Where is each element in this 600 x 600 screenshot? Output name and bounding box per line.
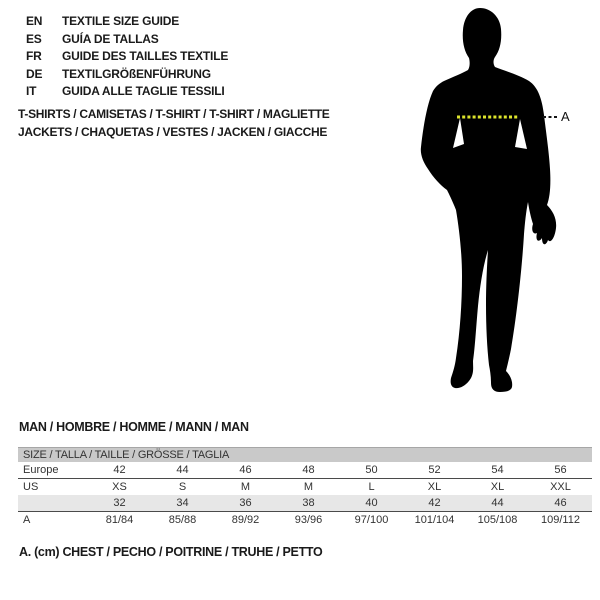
armpit-notch-left (453, 118, 464, 148)
table-row (18, 462, 592, 478)
size-cell: 85/88 (168, 514, 197, 526)
size-cell: 44 (491, 497, 504, 509)
lang-row (26, 13, 228, 31)
lang-label: TEXTILGRÖßENFÜHRUNG (62, 66, 211, 81)
language-list (26, 13, 228, 101)
size-cell: 46 (554, 497, 567, 509)
lang-row (26, 48, 228, 66)
armpit-notch-right (515, 119, 527, 149)
size-cell: XL (490, 481, 505, 493)
size-cell: 101/104 (414, 514, 455, 526)
size-cell: 44 (176, 464, 189, 476)
lang-code: FR (26, 49, 42, 63)
row-label: Europe (23, 464, 59, 476)
size-table-header: SIZE / TALLA / TAILLE / GRÖSSE / TAGLIA (18, 447, 592, 462)
size-table (18, 447, 592, 528)
size-cell: 52 (428, 464, 441, 476)
size-table-body (18, 462, 592, 528)
row-label: A (23, 514, 31, 526)
lang-label: TEXTILE SIZE GUIDE (62, 14, 180, 28)
table-row (18, 511, 592, 528)
size-cell: 93/96 (294, 514, 323, 526)
table-row (18, 495, 592, 511)
size-cell: XS (112, 481, 127, 493)
lang-code: ES (26, 31, 42, 46)
size-cell: 36 (239, 497, 252, 509)
man-silhouette-body (421, 8, 556, 392)
size-cell: 48 (302, 464, 315, 476)
row-label: US (23, 481, 39, 493)
size-cell: XXL (550, 481, 571, 493)
size-cell: 32 (113, 497, 126, 509)
lang-row (26, 83, 228, 101)
lang-code: EN (26, 14, 43, 28)
row-label (18, 495, 88, 511)
size-cell: L (368, 481, 375, 493)
category-line-tshirts: T-SHIRTS / CAMISETAS / T-SHIRT / T-SHIRT / MAGLIETTE (18, 107, 330, 121)
size-cell: M (303, 481, 314, 493)
lang-label: GUÍA DE TALLAS (62, 31, 159, 46)
lang-row (26, 66, 228, 84)
size-cell: M (240, 481, 251, 493)
size-cell: 42 (428, 497, 441, 509)
size-cell: 46 (239, 464, 252, 476)
footnote-chest: A. (cm) CHEST / PECHO / POITRINE / TRUHE / PETTO (19, 545, 323, 559)
size-cell: 54 (491, 464, 504, 476)
size-cell: 56 (554, 464, 567, 476)
lang-label: GUIDA ALLE TAGLIE TESSILI (62, 84, 225, 98)
category-lines (18, 106, 330, 141)
measure-label-a: A (561, 109, 570, 124)
size-cell: 89/92 (231, 514, 260, 526)
size-cell: 42 (113, 464, 126, 476)
lang-code: DE (26, 66, 43, 81)
size-cell: 50 (365, 464, 378, 476)
lang-code: IT (26, 84, 37, 98)
lang-row (26, 31, 228, 49)
size-cell: 105/108 (477, 514, 518, 526)
section-title-man: MAN / HOMBRE / HOMME / MANN / MAN (19, 420, 249, 434)
size-cell: S (178, 481, 187, 493)
table-row (18, 478, 592, 495)
size-cell: 81/84 (105, 514, 134, 526)
category-line-jackets: JACKETS / CHAQUETAS / VESTES / JACKEN / GIACCHE (18, 124, 328, 139)
size-cell: 34 (176, 497, 189, 509)
size-cell: XL (427, 481, 442, 493)
size-cell: 40 (365, 497, 378, 509)
size-cell: 38 (302, 497, 315, 509)
size-cell: 97/100 (354, 514, 389, 526)
size-cell: 109/112 (541, 514, 580, 526)
lang-label: GUIDE DES TAILLES TEXTILE (62, 49, 229, 63)
